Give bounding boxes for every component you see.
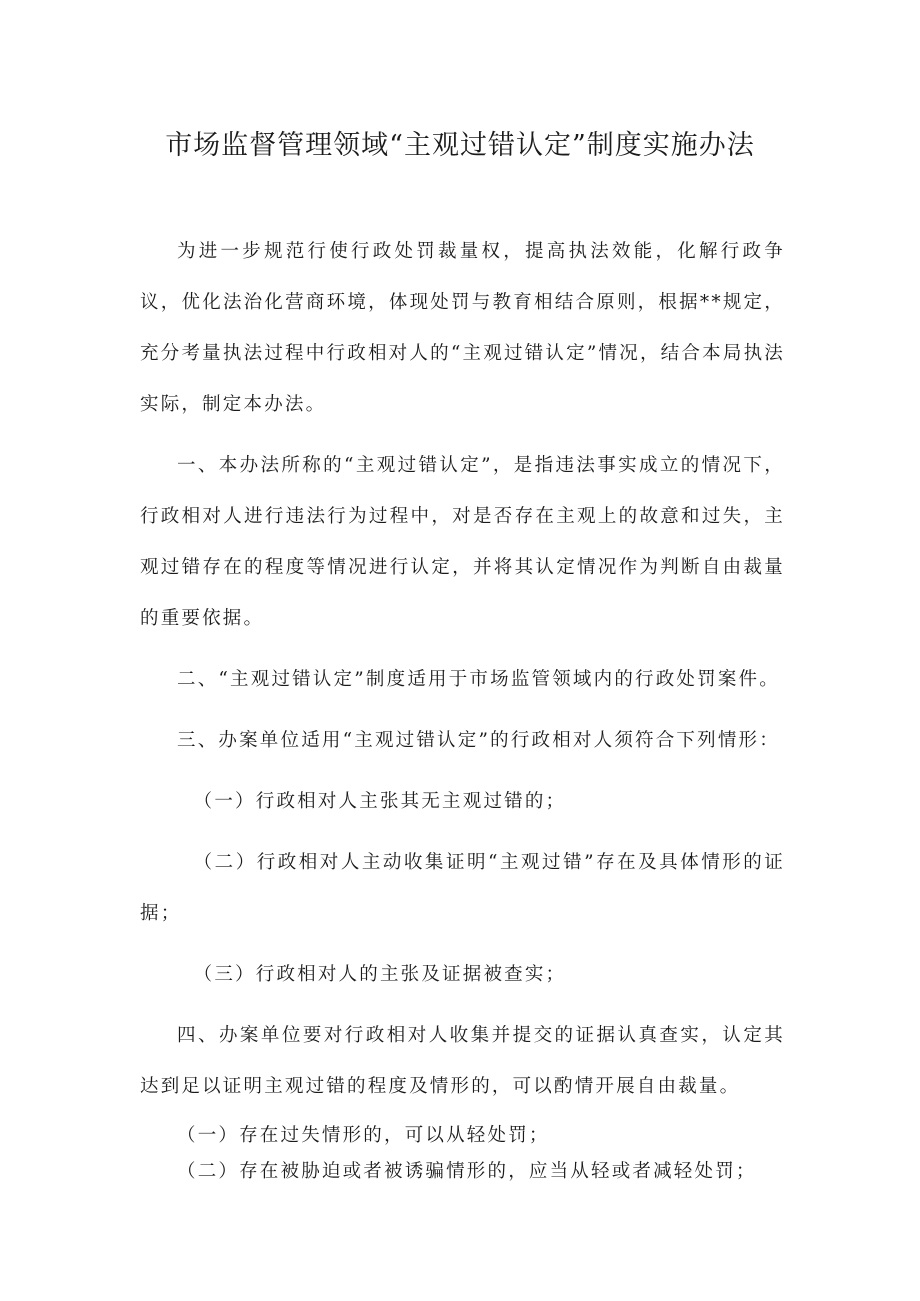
article-3-item-1: （一）行政相对人主张其无主观过错的； (193, 791, 567, 812)
article-3-item-3: （三）行政相对人的主张及证据被查实； (193, 964, 567, 985)
article-4-item-1: （一）存在过失情形的，可以从轻处罚； (177, 1125, 550, 1146)
article-1-paragraph: 一、本办法所称的“主观过错认定”，是指违法事实成立的情况下，行政相对人进行违法行为过程中，对是否存在主观上的故意和过失，主观过错存在的程度等情况进行认定，并将其认定情况作为判断自由裁量的重要依据。 (140, 455, 785, 629)
article-3-paragraph: 三、办案单位适用“主观过错认定”的行政相对人须符合下列情形： (177, 730, 780, 751)
document-body (140, 226, 785, 1190)
article-4-item-2: （二）存在被胁迫或者被诱骗情形的，应当从轻或者减轻处罚； (177, 1161, 757, 1182)
article-3-item-2: （二）行政相对人主动收集证明“主观过错”存在及具体情形的证据； (140, 852, 785, 924)
document-title: 市场监督管理领域“主观过错认定”制度实施办法 (165, 130, 755, 161)
article-4-paragraph: 四、办案单位要对行政相对人收集并提交的证据认真查实，认定其达到足以证明主观过错的程度及情形的，可以酌情开展自由裁量。 (140, 1025, 785, 1097)
article-2-paragraph: 二、“主观过错认定”制度适用于市场监管领域内的行政处罚案件。 (177, 669, 780, 690)
preamble-paragraph: 为进一步规范行使行政处罚裁量权，提高执法效能，化解行政争议，优化法治化营商环境，体现处罚与教育相结合原则，根据**规定，充分考量执法过程中行政相对人的“主观过错认定”情况，结合本局执法实际，制定本办法。 (140, 241, 785, 415)
